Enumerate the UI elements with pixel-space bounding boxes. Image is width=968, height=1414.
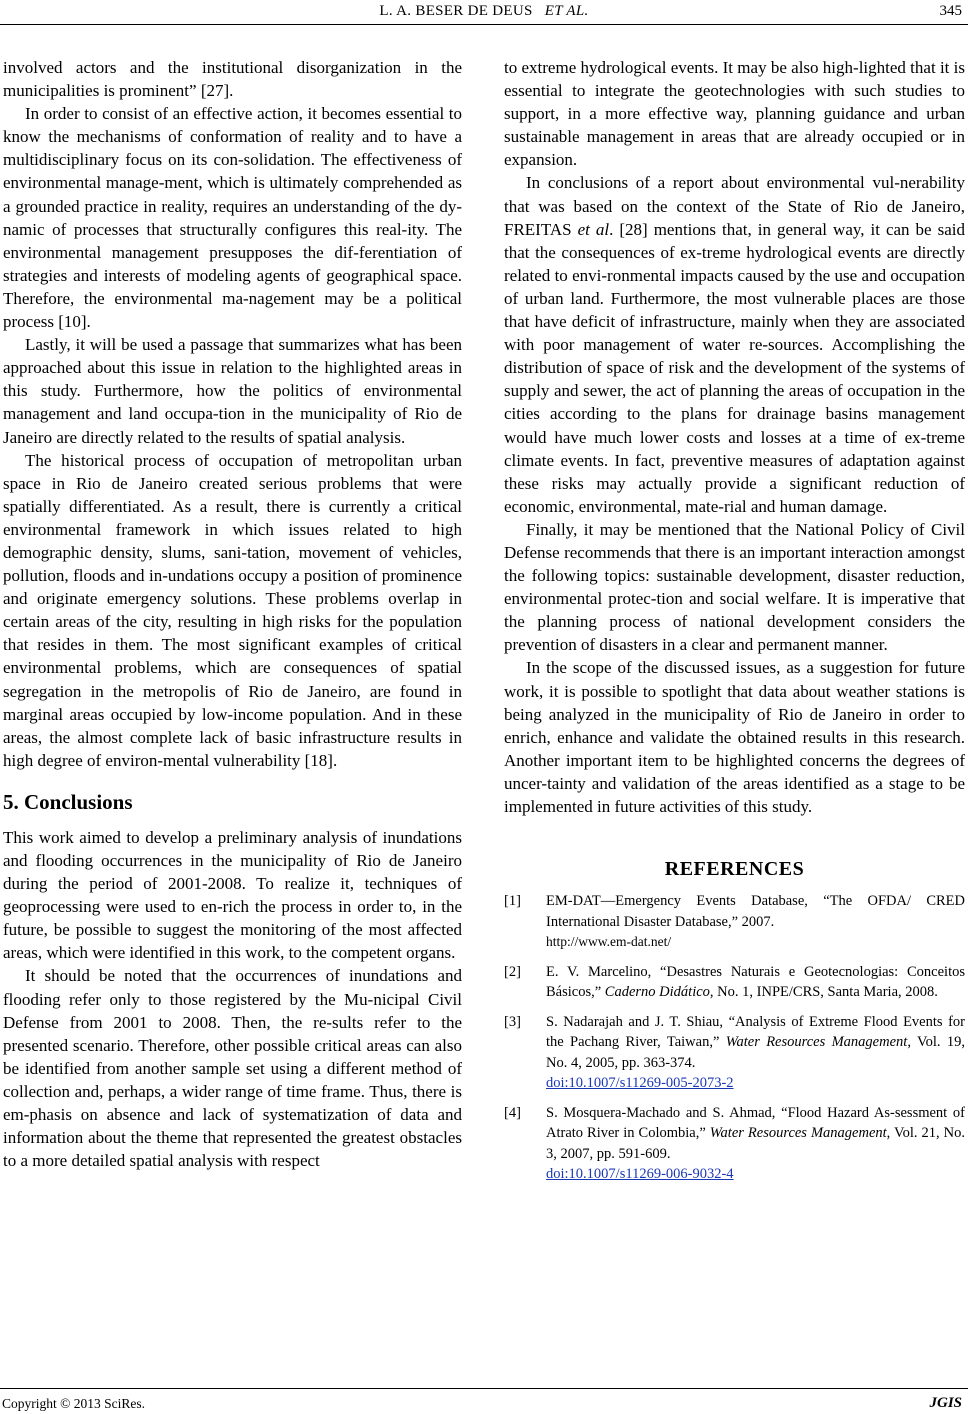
reference-item	[504, 891, 965, 953]
reference-text: , Vol. 21, No. 3, 2007, pp. 591-609.	[546, 1125, 965, 1162]
paragraph: to extreme hydrological events. It may be also high-lighted that it is essential to integrate the geotechnologies with such studies to support, in a more effective way, planning guidance and urban sustainable management in areas that are already occupied or in expansion.	[504, 58, 965, 170]
reference-item	[504, 1103, 965, 1185]
section-heading: 5. Conclusions	[3, 789, 133, 814]
journal-abbreviation: JGIS	[929, 1395, 962, 1411]
doi-link[interactable]: doi:10.1007/s11269-006-9032-4	[546, 1166, 734, 1183]
running-etal: ET AL.	[544, 3, 589, 19]
reference-journal: Water Resources Management	[725, 1034, 908, 1051]
footer-rule	[0, 1388, 968, 1389]
paragraph: Lastly, it will be used a passage that summarizes what has been approached about this issue in relation to the highlighted areas in this study. Furthermore, how the politics of environmental management and land occupa-tion in the municipality of Rio de Janeiro are directly related to the results of spatial analysis.	[3, 335, 462, 447]
reference-number: [4]	[504, 1104, 521, 1121]
reference-url: http://www.em-dat.net/	[546, 934, 672, 950]
paragraph: The historical process of occupation of metropolitan urban space in Rio de Janeiro created serious problems that were spatially differentiated. As a result, there is currently a critical environmental framework in which issues related to high demographic density, slums, sani-tation, movement of vehicles, pollution, floods and in-undations occupy a position of prominence and originate emergency solutions. These problems overlap in certain areas of the city, resulting in high risks for the population that resides in them. The most significant examples of critical environmental problems, which are consequences of spatial segregation in the metropolis of Rio de Janeiro, are found in marginal areas occupied by low-income population. And in these areas, the almost complete lack of basic infrastructure results in high degree of environ-mental vulnerability [18].	[3, 450, 462, 770]
references-heading: REFERENCES	[664, 858, 805, 881]
left-column	[3, 56, 462, 1172]
text-run: . [28] mentions that, in general way, it can be said that the consequences of ex-treme hydrological events are directly related to envi-ronmental impacts caused by the use and occupation of urban land. Furthermore, the most vulnerable places are those that have deficit of infrastructure, mainly when they are associated with poor management of water re-sources. Accomplishing the distribution of space of risk and the development of the systems of supply and sewer, the act of planning the areas of occupation in the cities according to the plans for drainage basins management would have much lower costs and losses at a time of ex-treme climate events. In fact, preventive measures of adaptation against these risks may actually provide a significant reduction of economic, environmental, mate-rial and human damage.	[504, 219, 965, 516]
reference-journal: Water Resources Management	[709, 1125, 887, 1142]
reference-list	[504, 891, 965, 1185]
page-footer	[0, 1388, 968, 1414]
reference-text: , Vol. 19, No. 4, 2005, pp. 363-374.	[546, 1034, 965, 1071]
reference-item	[504, 1012, 965, 1094]
reference-text: EM-DAT—Emergency Events Database, “The OFDA/ CRED International Disaster Database,” 2007.	[546, 893, 965, 930]
copyright-notice: Copyright © 2013 SciRes.	[2, 1396, 146, 1411]
reference-journal: Caderno Didático	[604, 984, 710, 1001]
running-head	[0, 3, 968, 20]
reference-text: S. Nadarajah and J. T. Shiau, “Analysis of Extreme Flood Events for the Pachang River, Taiwan,”	[546, 1013, 965, 1051]
reference-text: , No. 1, INPE/CRS, Santa Maria, 2008.	[709, 984, 938, 1001]
paragraph	[504, 171, 965, 517]
paragraph: This work aimed to develop a preliminary analysis of inundations and flooding occurrences in the municipality of Rio de Janeiro during the period of 2001-2008. To realize it, techniques of geoprocessing were used to en-rich the process in order to, in the future, be possible to suggest the monitoring of the most affected areas, which were identified in this work, to the competent organs.	[3, 827, 462, 963]
reference-text: S. Mosquera-Machado and S. Ahmad, “Flood Hazard As-sessment of Atrato River in Colombia,”	[546, 1104, 965, 1142]
reference-number: [2]	[504, 963, 521, 980]
reference-text: E. V. Marcelino, “Desastres Naturais e Geotecnologias: Conceitos Básicos,”	[546, 963, 965, 1001]
paragraph: Finally, it may be mentioned that the National Policy of Civil Defense recommends that there is an important interaction amongst the following topics: sustainable development, disaster reduction, environmental protec-tion and social welfare. It is imperative that the planning process of national development considers the prevention of disasters in a clear and permanent manner.	[504, 519, 965, 655]
doi-link[interactable]: doi:10.1007/s11269-005-2073-2	[546, 1075, 734, 1092]
right-column	[504, 56, 965, 1194]
paragraph: involved actors and the institutional disorganization in the municipalities is prominent” [27].	[3, 58, 462, 101]
reference-number: [1]	[504, 893, 521, 910]
running-author: L. A. BESER DE DEUS	[379, 3, 533, 19]
page-number: 345	[939, 3, 962, 19]
paragraph: It should be noted that the occurrences of inundations and flooding refer only to those registered by the Mu-nicipal Civil Defense from 2001 to 2008. Then, the re-sults refer to the presented scenario. Therefore, other possible critical areas can also be identified from another sample set using a different method of collection and, perhaps, a wider range of time frame. Thus, there is em-phasis on absence and lack of systematization of data and information about the theme that represented the greatest obstacles to a more detailed spatial analysis with respect	[3, 966, 462, 1171]
paragraph: In order to consist of an effective action, it becomes essential to know the mechanisms of conformation of reality and to have a multidisciplinary focus on its con-solidation. The effectiveness of environmental manage-ment, which is ultimately comprehended as a grounded practice in reality, requires an understanding of the dy-namic of processes that structurally configures this real-ity. The environmental management presupposes the dif-ferentiation of strategies and interests of modeling agents of geographical space. Therefore, the environmental ma-nagement may be a political process [10].	[3, 104, 462, 332]
text-run: In conclusions of a report about environmental vul-nerability that was based on the context of the State of Rio de Janeiro, FREITAS	[504, 173, 965, 239]
header-rule	[0, 24, 968, 25]
reference-number: [3]	[504, 1013, 521, 1030]
reference-item	[504, 962, 965, 1003]
et-al-italic: et al	[577, 219, 610, 239]
paragraph: In the scope of the discussed issues, as a suggestion for future work, it is possible to spotlight that data about weather stations is being analyzed in the municipality of Rio de Janeiro in order to enrich, enhance and validate the obtained results in this research. Another important item to be highlighted concerns the degrees of uncer-tainty and validation of the areas identified as a stage to be implemented in future activities of this study.	[504, 658, 965, 816]
page-header	[0, 0, 968, 26]
